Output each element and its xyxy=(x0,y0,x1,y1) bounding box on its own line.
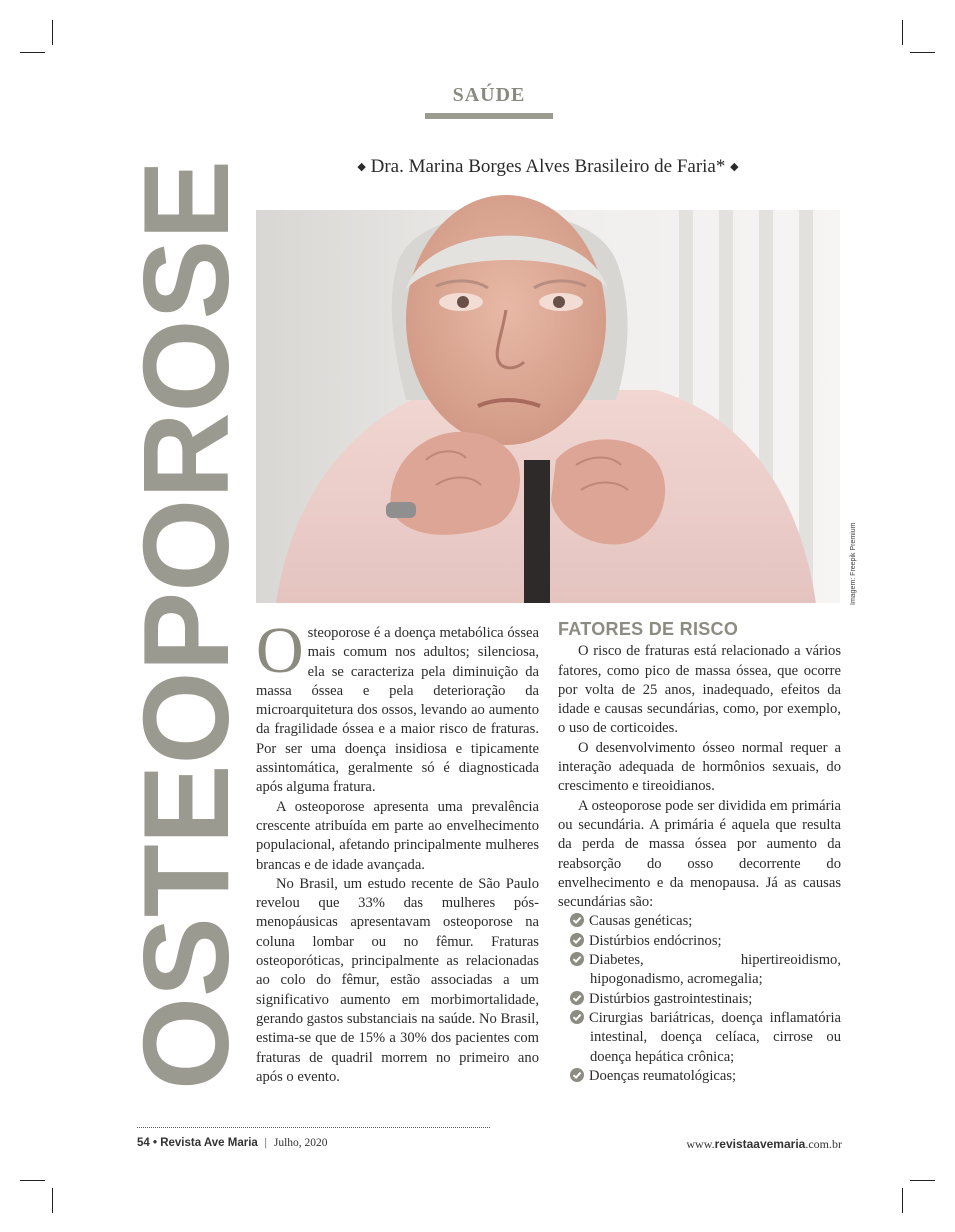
check-circle-icon xyxy=(570,933,584,947)
elderly-woman-illustration xyxy=(256,210,840,603)
list-item xyxy=(558,1067,841,1086)
crop-mark xyxy=(20,1180,45,1181)
paragraph: O desenvolvimento ósseo normal requer a interação adequada de hormônios sexuais, do crescimento e tireoidianos. xyxy=(558,739,841,795)
issue-date: Julho, 2020 xyxy=(273,1137,328,1149)
crop-mark xyxy=(910,52,935,53)
paragraph-text: steoporose é a doença metabólica óssea mais comum nos adultos; silenciosa, ela se caracteriza pela diminuição da massa óssea e pela deterioração da microarquitetura dos ossos, levando ao aumento da fragilidade óssea e a maior risco de fraturas. Por ser uma doença insidiosa e tipicamente assintomática, geralmente só é diagnosticada após alguma fratura. xyxy=(256,625,539,796)
author-byline xyxy=(256,156,840,178)
paragraph xyxy=(256,614,539,798)
list-item-text: Diabetes, hipertireoidismo, hipogonadismo, acromegalia; xyxy=(589,952,841,988)
author-name: Dra. Marina Borges Alves Brasileiro de Faria* xyxy=(370,156,726,177)
footer-separator: | xyxy=(264,1137,267,1149)
crop-mark xyxy=(902,20,903,45)
paragraph: A osteoporose pode ser dividida em primária ou secundária. A primária é aquela que resulta da perda de massa óssea por aumento da reabsorção do osso decorrente do envelhecimento e da menopausa. Já as causas secundárias são: xyxy=(558,797,841,911)
check-circle-icon xyxy=(570,1068,584,1082)
check-circle-icon xyxy=(570,991,584,1005)
crop-mark xyxy=(910,1180,935,1181)
diamond-icon: ◆ xyxy=(357,161,366,173)
list-item xyxy=(558,932,841,951)
list-item-text: Causas genéticas; xyxy=(589,913,693,930)
list-item xyxy=(558,1009,841,1067)
section-underline xyxy=(425,113,553,119)
list-item xyxy=(558,912,841,931)
photo-credit-text: Imagem: Freepik Premium xyxy=(850,522,857,605)
list-item xyxy=(558,951,841,990)
list-item-text: Distúrbios endócrinos; xyxy=(589,932,722,949)
vertical-title-text: OSTEOPOROSE xyxy=(118,140,254,1090)
drop-cap: O xyxy=(256,614,304,687)
section-heading: FATORES DE RISCO xyxy=(558,619,739,639)
footer-divider xyxy=(137,1127,490,1128)
section-label: SAÚDE xyxy=(452,84,526,106)
url-suffix: .com.br xyxy=(805,1137,842,1151)
list-item-text: Cirurgias bariátricas, doença inflamatória intestinal, doença celíaca, cirrose ou doença hepática crônica; xyxy=(589,1009,841,1065)
page-number: 54 • Revista Ave Maria xyxy=(137,1137,258,1149)
footer-left xyxy=(137,1137,328,1149)
footer-url xyxy=(686,1137,842,1152)
diamond-icon: ◆ xyxy=(730,161,739,173)
vertical-title xyxy=(118,140,254,1095)
article-column-right xyxy=(558,620,841,1086)
crop-mark xyxy=(52,1188,53,1213)
url-domain: revistaavemaria xyxy=(714,1137,806,1151)
url-prefix: www. xyxy=(686,1137,715,1151)
crop-mark xyxy=(52,20,53,45)
photo-credit xyxy=(841,522,857,605)
check-circle-icon xyxy=(570,1010,584,1024)
crop-mark xyxy=(20,52,45,53)
secondary-causes-list xyxy=(558,912,841,1086)
list-item-text: Doenças reumatológicas; xyxy=(589,1067,737,1084)
paragraph: No Brasil, um estudo recente de São Paulo revelou que 33% das mulheres pós-menopáusicas apresentavam osteoporose na coluna lombar ou no fêmur. Fraturas osteoporóticas, principalmente as relacionadas ao colo do fêmur, estão associadas a um significativo aumento em morbimortalidade, gerando gastos substanciais na saúde. No Brasil, estima-se que de 15% a 30% dos pacientes com fraturas de quadril morrem no primeiro ano após o evento. xyxy=(256,875,539,1085)
paragraph: A osteoporose apresenta uma prevalência crescente atribuída em parte ao envelhecimento populacional, afetando principalmente mulheres brancas e de idade avançada. xyxy=(256,798,539,873)
list-item xyxy=(558,990,841,1009)
list-item-text: Distúrbios gastrointestinais; xyxy=(589,990,753,1007)
check-circle-icon xyxy=(570,913,584,927)
check-circle-icon xyxy=(570,952,584,966)
paragraph: O risco de fraturas está relacionado a vários fatores, como pico de massa óssea, que ocorre por volta de 25 anos, inadequado, efeitos da idade e causas secundárias, como, por exemplo, o uso de corticoides. xyxy=(558,643,841,737)
crop-mark xyxy=(902,1188,903,1213)
article-column-left xyxy=(256,614,539,1087)
article-photo xyxy=(256,210,840,603)
